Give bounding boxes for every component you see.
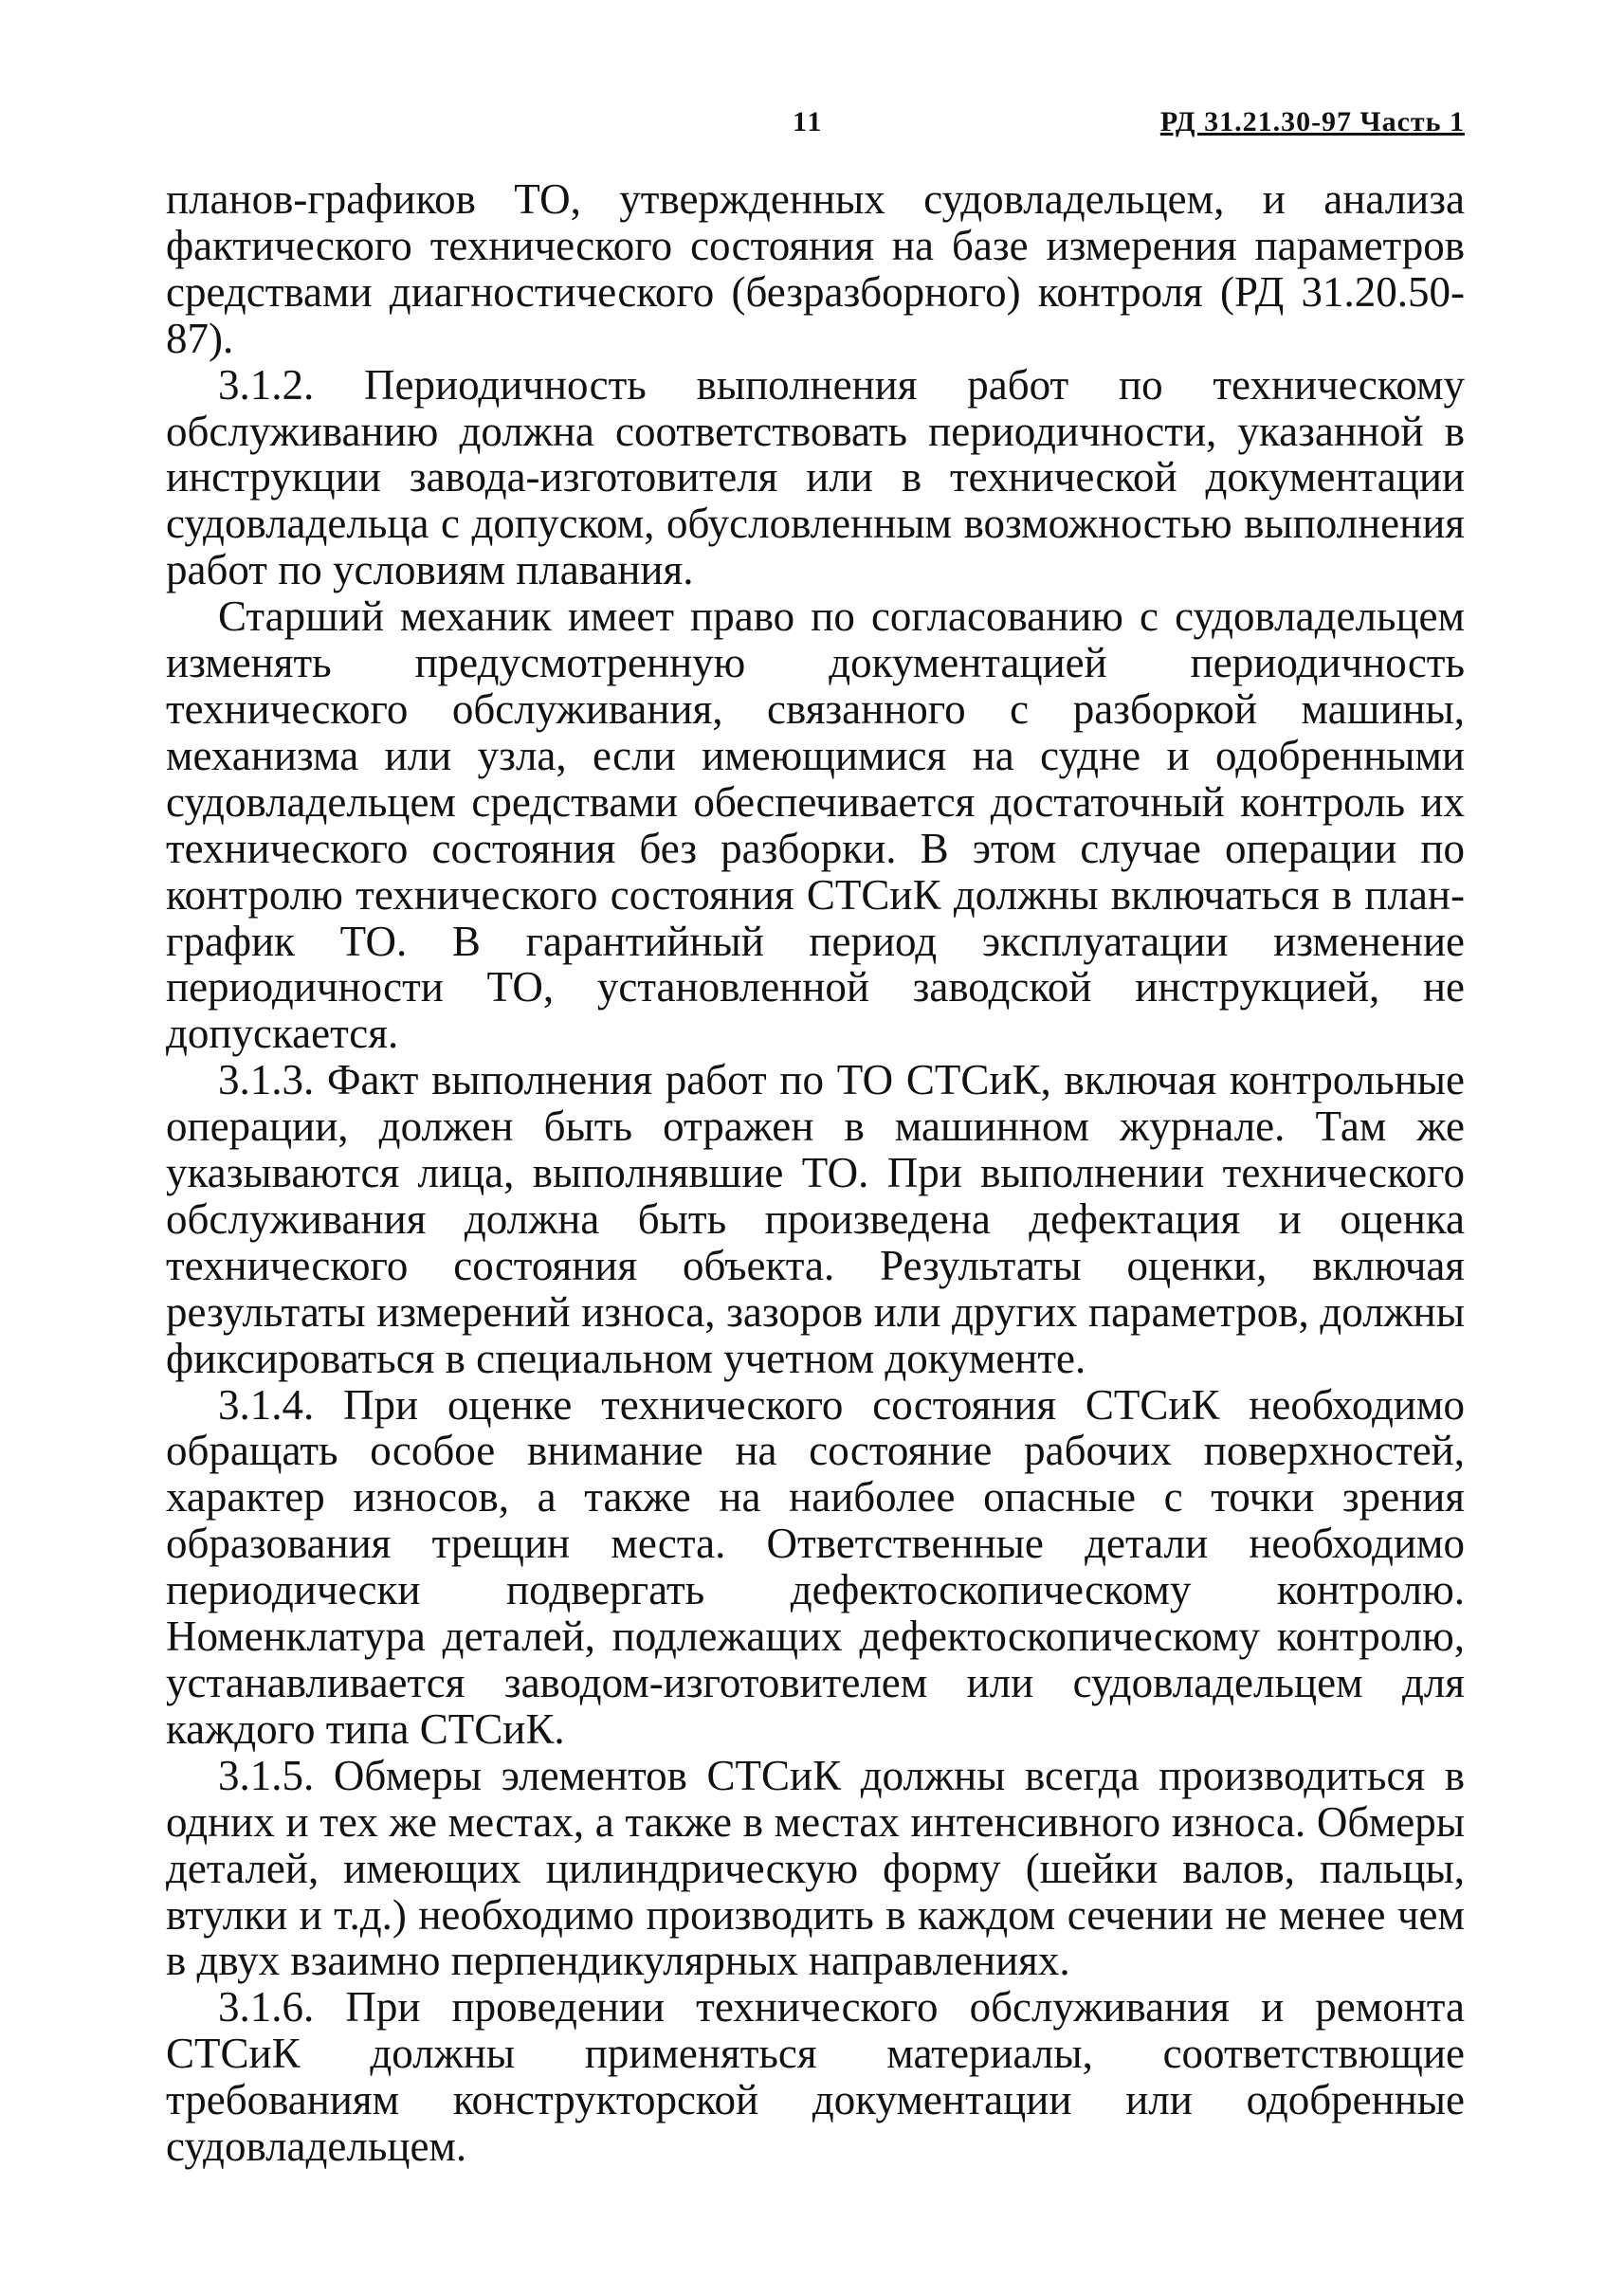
body-text (166, 176, 1465, 2170)
paragraph-3-1-2: 3.1.2. Периодичность выполнения работ по техническому обслуживанию должна соответствовать периодичности, указанной в инструкции завода-изготовителя или в технической документации судовладельца с допуском, обусловленным возможностью выполнения работ по условиям плавания. (166, 360, 1465, 594)
paragraph-3-1-5: 3.1.5. Обмеры элементов СТСиК должны всегда производиться в одних и тех же местах, а также в местах интенсивного износа. Обмеры деталей, имеющих цилиндрическую форму (шейки валов, пальцы, втулки и т.д.) необходимо производить в каждом сечении не менее чем в двух взаимно перпендикулярных направлениях. (166, 1751, 1465, 1985)
page-number: 11 (793, 106, 824, 137)
paragraph-chief-engineer: Старший механик имеет право по согласованию с судовладельцем изменять предусмотренную документацией периодичность технического обслуживания, связанного с разборкой машины, механизма или узла, если имеющимися на судне и одобренными судовладельцем средствами обеспечивается достаточный контроль их технического состояния без разборки. В этом случае операции по контролю технического состояния СТСиК должны включаться в план-график ТО. В гарантийный период эксплуатации изменение периодичности ТО, установленной заводской инструкцией, не допускается. (166, 592, 1465, 1058)
paragraph-3-1-4: 3.1.4. При оценке технического состояния СТСиК необходимо обращать особое внимание на состояние рабочих поверхностей, характер износов, а также на наиболее опасные с точки зрения образования трещин места. Ответственные детали необходимо периодически подвергать дефектоскопическому контролю. Номенклатура деталей, подлежащих дефектоскопическому контролю, устанавливается заводом-изготовителем или судовладельцем для каждого типа СТСиК. (166, 1380, 1465, 1753)
paragraph-3-1-3: 3.1.3. Факт выполнения работ по ТО СТСиК, включая контрольные операции, должен быть отражен в машинном журнале. Там же указываются лица, выполнявшие ТО. При выполнении технического обслуживания должна быть произведена дефектация и оценка технического состояния объекта. Результаты оценки, включая результаты измерений износа, зазоров или других параметров, должны фиксироваться в специальном учетном документе. (166, 1056, 1465, 1382)
paragraph-3-1-6: 3.1.6. При проведении технического обслуживания и ремонта СТСиК должны применяться материалы, соответствющие требованиям конструкторской документации или одобренные судовладельцем. (166, 1983, 1465, 2171)
page-header (161, 106, 1465, 144)
document-code: РД 31.21.30-97 Часть 1 (1159, 106, 1465, 137)
paragraph-continuation: планов-графиков ТО, утвержденных судовладельцем, и анализа фактического технического состояния на базе измерения параметров средствами диагностического (безразборного) контроля (РД 31.20.50-87). (166, 175, 1465, 362)
